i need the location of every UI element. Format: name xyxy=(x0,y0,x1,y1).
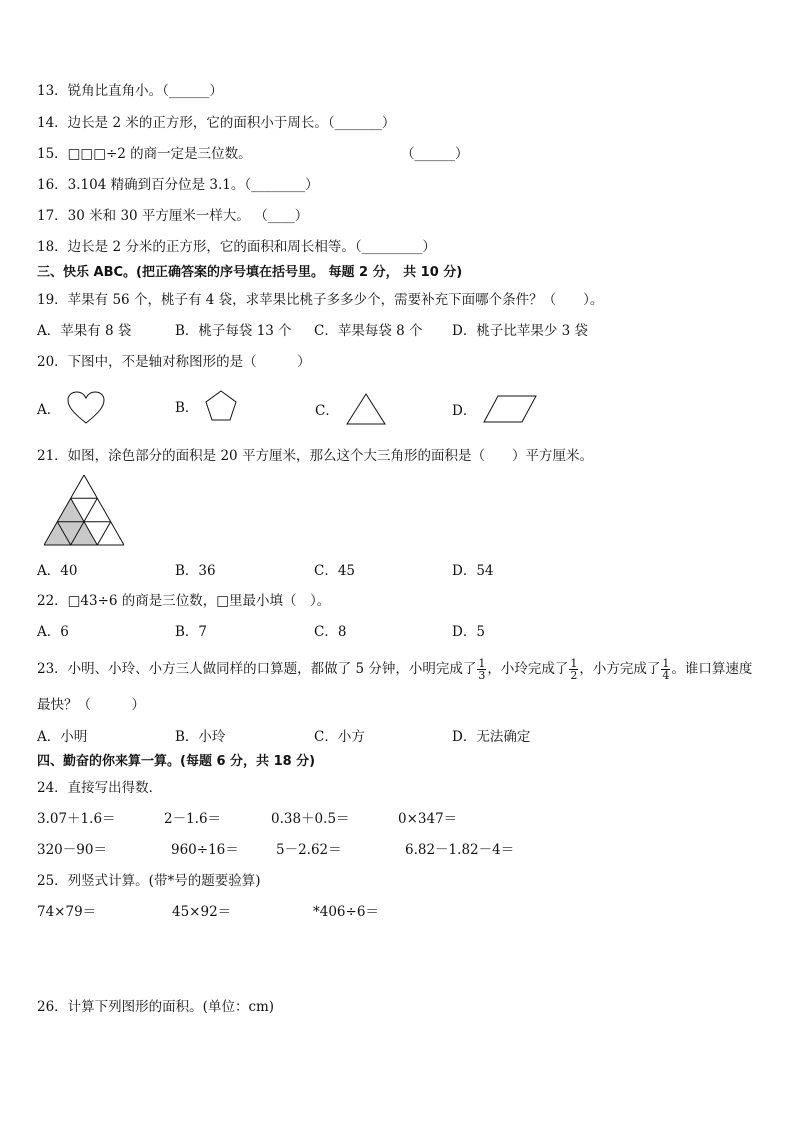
option-b: B．小玲 xyxy=(175,729,226,745)
option-d: D．54 xyxy=(452,563,494,579)
calc-item: 2－1.6＝ xyxy=(164,811,222,827)
option-c: C．苹果每袋 8 个 xyxy=(314,323,423,339)
heart-icon xyxy=(66,390,106,426)
question-23-options xyxy=(37,727,757,747)
option-a: A．6 xyxy=(37,624,69,640)
fraction-numerator: 1 xyxy=(662,657,670,670)
section-3-heading: 三、快乐 ABC。(把正确答案的序号填在括号里。 每题 2 分， 共 10 分) xyxy=(37,265,463,280)
option-d: D．无法确定 xyxy=(452,729,531,745)
question-24: 24．直接写出得数． xyxy=(37,780,163,796)
question-20: 20．下图中，不是轴对称图形的是（ ） xyxy=(37,354,311,370)
question-18: 18．边长是 2 分米的正方形，它的面积和周长相等。（_________） xyxy=(37,239,436,255)
question-23-line-2: 最快？（ ） xyxy=(37,697,145,713)
calc-item: *406÷6＝ xyxy=(313,904,379,920)
question-13: 13．锐角比直角小。（______） xyxy=(37,83,223,99)
option-a: A．小明 xyxy=(37,729,88,745)
question-16: 16．3.104 精确到百分位是 3.1。（________） xyxy=(37,177,319,193)
question-15-text: 15．□□□÷2 的商一定是三位数。 xyxy=(37,146,252,162)
calc-item: 0.38＋0.5＝ xyxy=(271,811,350,827)
calc-item: 6.82－1.82－4＝ xyxy=(405,842,515,858)
question-23 xyxy=(37,654,752,684)
option-c: C．45 xyxy=(314,563,356,579)
fraction-numerator: 1 xyxy=(570,657,578,670)
question-15-blank: （______） xyxy=(401,146,469,162)
option-c-label: C． xyxy=(315,403,339,419)
option-b-label: B． xyxy=(175,400,199,416)
calc-item: 0×347＝ xyxy=(398,811,458,827)
option-a: A．苹果有 8 袋 xyxy=(37,323,132,339)
question-26: 26．计算下列图形的面积。(单位：cm) xyxy=(37,999,275,1015)
fraction-one-quarter xyxy=(661,658,670,681)
fraction-numerator: 1 xyxy=(478,657,486,670)
option-d xyxy=(452,394,538,424)
calc-item: 3.07＋1.6＝ xyxy=(37,811,116,827)
option-b: B．36 xyxy=(175,563,216,579)
question-19-options xyxy=(37,321,757,341)
parallelogram-icon xyxy=(482,394,538,424)
fraction-one-half xyxy=(569,658,578,681)
option-a-label: A． xyxy=(37,402,61,418)
question-23-text-b: ，小玲完成了 xyxy=(487,661,569,677)
triangle-figure xyxy=(44,475,124,547)
question-23-text-a: 23．小明、小玲、小方三人做同样的口算题，都做了 5 分钟，小明完成了 xyxy=(37,661,477,677)
option-a: A．40 xyxy=(37,563,78,579)
question-21: 21．如图，涂色部分的面积是 20 平方厘米，那么这个大三角形的面积是（ ）平方厘米。 xyxy=(37,448,593,464)
triangle-icon xyxy=(345,392,387,426)
fraction-one-third xyxy=(477,658,486,681)
question-23-text-c: ，小方完成了 xyxy=(579,661,661,677)
option-c: C．小方 xyxy=(314,729,365,745)
option-b: B．7 xyxy=(175,624,208,640)
option-c xyxy=(315,392,387,426)
option-a xyxy=(37,390,106,426)
option-b: B．桃子每袋 13 个 xyxy=(175,323,292,339)
pentagon-icon xyxy=(204,389,238,423)
option-b xyxy=(175,389,238,423)
option-d: D．5 xyxy=(452,624,485,640)
calc-item: 960÷16＝ xyxy=(171,842,239,858)
option-c: C．8 xyxy=(314,624,347,640)
question-17: 17．30 米和 30 平方厘米一样大。 （____） xyxy=(37,208,309,224)
calc-item: 320－90＝ xyxy=(37,842,107,858)
calc-item: 45×92＝ xyxy=(172,904,232,920)
option-d: D．桃子比苹果少 3 袋 xyxy=(452,323,588,339)
option-d-label: D． xyxy=(452,403,477,419)
question-23-text-d: 。谁口算速度 xyxy=(671,661,753,677)
question-19: 19．苹果有 56 个，桃子有 4 袋，求苹果比桃子多多少个，需要补充下面哪个条件？（ ）。 xyxy=(37,292,604,308)
calc-item: 5－2.62＝ xyxy=(276,842,342,858)
section-4-heading: 四、勤奋的你来算一算。(每题 6 分，共 18 分) xyxy=(37,754,316,769)
question-25: 25．列竖式计算。(带*号的题要验算) xyxy=(37,873,261,889)
calc-item: 74×79＝ xyxy=(37,904,97,920)
question-14: 14．边长是 2 米的正方形，它的面积小于周长。（_______） xyxy=(37,115,396,131)
fraction-denominator: 4 xyxy=(662,669,670,682)
question-15 xyxy=(37,144,469,164)
fraction-denominator: 3 xyxy=(478,669,486,682)
fraction-denominator: 2 xyxy=(570,669,578,682)
question-22: 22．□43÷6 的商是三位数，□里最小填（ ）。 xyxy=(37,593,331,609)
question-22-options xyxy=(37,622,757,642)
question-21-options xyxy=(37,561,757,581)
